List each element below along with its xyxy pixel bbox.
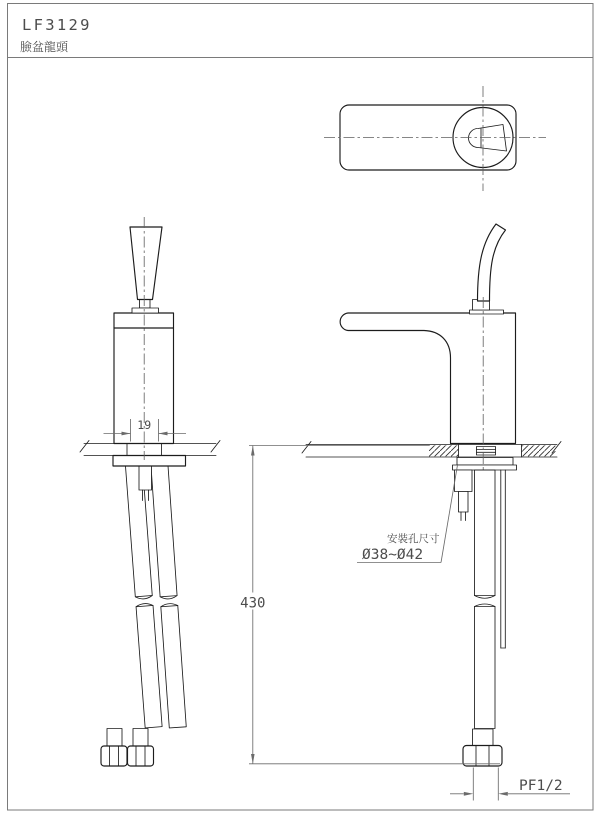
side-view (302, 224, 561, 766)
dimension-thread-pf12 (450, 768, 570, 801)
top-view (324, 86, 546, 191)
callout-label: 安裝孔尺寸 (387, 533, 440, 545)
mounting-flange (113, 456, 186, 467)
pop-up-rod (501, 470, 506, 648)
supply-hose-side (463, 470, 502, 766)
front-view-handle (130, 227, 162, 313)
mounting-bracket (457, 458, 513, 466)
mounting-hole-callout (357, 465, 458, 563)
dim-text-19: 19 (137, 418, 152, 432)
model-number: LF3129 (22, 16, 92, 34)
hose-fittings-front (101, 729, 154, 767)
side-view-handle (470, 224, 506, 314)
threaded-shank (477, 447, 496, 456)
hex-nut (101, 746, 127, 766)
callout-range: Ø38~Ø42 (362, 547, 424, 563)
break-mark (80, 441, 89, 453)
break-mark (211, 441, 220, 453)
mounting-stud (139, 466, 152, 501)
side-view-body (340, 313, 515, 444)
hex-nut (463, 746, 502, 767)
dim-text-430: 430 (240, 595, 266, 612)
hex-nut (128, 746, 154, 766)
mounting-washer (453, 465, 517, 470)
product-name: 臉盆龍頭 (20, 40, 69, 54)
mounting-hardware (453, 458, 517, 649)
break-mark (302, 442, 311, 454)
front-view (80, 217, 220, 766)
deck-side (302, 442, 561, 458)
supply-hose-right (151, 463, 186, 728)
supply-hose-left (125, 463, 162, 728)
hose-ferrule (473, 729, 494, 746)
mounting-bolt (455, 470, 473, 521)
leader-line (441, 465, 458, 563)
title-block (20, 16, 92, 54)
dim-text-pf12: PF1/2 (519, 778, 563, 794)
